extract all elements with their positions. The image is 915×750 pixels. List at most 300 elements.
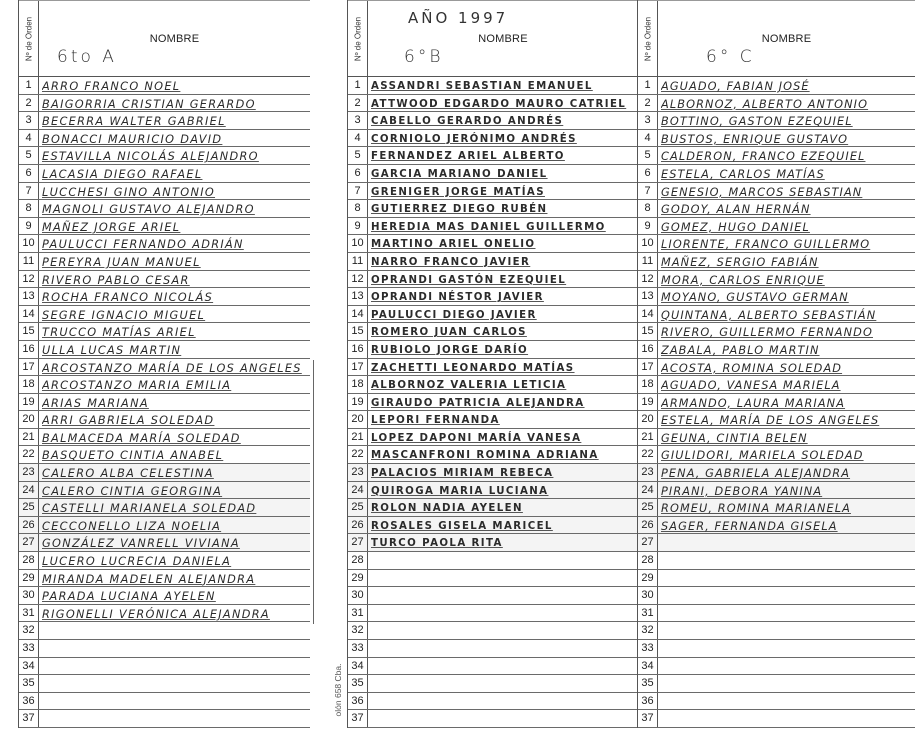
table-row	[638, 482, 915, 500]
table-header	[638, 0, 915, 77]
order-number: 5	[19, 147, 39, 164]
table-row	[19, 534, 310, 552]
table-row	[348, 429, 638, 447]
table-row	[348, 341, 638, 359]
order-number: 23	[638, 464, 658, 481]
student-name: LIORENTE, FRANCO GUILLERMO	[661, 238, 871, 252]
student-name: MORA, CARLOS ENRIQUE	[661, 273, 825, 287]
table-row	[638, 341, 915, 359]
student-name	[661, 552, 913, 569]
table-row	[19, 271, 310, 289]
student-name: PAULUCCI FERNANDO ADRIÁN	[42, 238, 244, 252]
student-name: OPRANDI GASTÓN EZEQUIEL	[371, 274, 567, 286]
student-name	[42, 640, 308, 657]
table-row	[19, 622, 310, 640]
student-name	[371, 658, 636, 675]
order-number: 26	[19, 517, 39, 534]
table-row	[348, 394, 638, 412]
student-name: RIGONELLI VERÓNICA ALEJANDRA	[42, 607, 270, 621]
table-row	[19, 605, 310, 623]
table-row	[19, 446, 310, 464]
number-column-header	[19, 1, 39, 76]
order-number: 18	[638, 376, 658, 393]
order-number: 6	[638, 165, 658, 182]
table-row	[348, 640, 638, 658]
cut-edge-marks	[308, 360, 314, 630]
order-number: 26	[348, 517, 368, 534]
order-number: 8	[19, 200, 39, 217]
table-row	[19, 147, 310, 165]
order-number: 31	[638, 605, 658, 622]
order-number: 36	[19, 693, 39, 710]
table-row	[638, 130, 915, 148]
student-name: SEGRE IGNACIO MIGUEL	[42, 308, 206, 322]
student-name: BASQUETO CINTIA ANABEL	[42, 449, 224, 463]
table-row	[19, 552, 310, 570]
table-row	[638, 165, 915, 183]
order-number: 1	[638, 77, 658, 94]
table-row	[19, 341, 310, 359]
student-name: MAGNOLI GUSTAVO ALEJANDRO	[42, 203, 255, 217]
order-number: 35	[348, 675, 368, 692]
number-column-label: Nº de Orden	[24, 16, 33, 61]
table-row	[638, 95, 915, 113]
student-name: PEREYRA JUAN MANUEL	[42, 255, 201, 269]
order-number: 30	[19, 587, 39, 604]
table-row	[638, 605, 915, 623]
table-row	[638, 306, 915, 324]
student-name: RIVERO, GUILLERMO FERNANDO	[661, 326, 873, 340]
order-number: 23	[348, 464, 368, 481]
order-number: 32	[19, 622, 39, 639]
table-row	[638, 675, 915, 693]
grade-label: 6° C	[706, 47, 755, 67]
order-number: 35	[638, 675, 658, 692]
table-row	[19, 235, 310, 253]
table-row	[19, 429, 310, 447]
table-row	[348, 587, 638, 605]
order-number: 9	[348, 218, 368, 235]
table-row	[19, 165, 310, 183]
table-row	[348, 482, 638, 500]
order-number: 13	[348, 288, 368, 305]
table-row	[348, 359, 638, 377]
order-number: 18	[348, 376, 368, 393]
table-row	[638, 429, 915, 447]
order-number: 14	[348, 306, 368, 323]
student-name: GIRAUDO PATRICIA ALEJANDRA	[371, 397, 585, 409]
student-name: MAÑEZ JORGE ARIEL	[42, 220, 181, 234]
order-number: 27	[348, 534, 368, 551]
order-number: 25	[19, 499, 39, 516]
student-name: ESTELA, CARLOS MATÍAS	[661, 167, 825, 181]
student-name: CASTELLI MARIANELA SOLEDAD	[42, 502, 257, 516]
order-number: 33	[348, 640, 368, 657]
order-number: 22	[19, 446, 39, 463]
student-name	[42, 675, 308, 692]
student-name: MAÑEZ, SERGIO FABIÁN	[661, 255, 819, 269]
table-row	[638, 552, 915, 570]
order-number: 29	[638, 570, 658, 587]
order-number: 1	[19, 77, 39, 94]
order-number: 6	[348, 165, 368, 182]
table-row	[19, 200, 310, 218]
student-name: ACOSTA, ROMINA SOLEDAD	[661, 361, 843, 375]
printer-imprint	[328, 665, 348, 715]
student-name: BONACCI MAURICIO DAVID	[42, 132, 223, 146]
order-number: 37	[19, 710, 39, 727]
order-number: 4	[348, 130, 368, 147]
order-number: 17	[348, 359, 368, 376]
order-number: 25	[348, 499, 368, 516]
order-number: 33	[638, 640, 658, 657]
table-row	[638, 517, 915, 535]
table-row	[638, 710, 915, 728]
student-name: RUBIOLO JORGE DARÍO	[371, 344, 529, 356]
table-row	[19, 218, 310, 236]
table-row	[638, 446, 915, 464]
student-name: FERNANDEZ ARIEL ALBERTO	[371, 151, 565, 163]
order-number: 36	[348, 693, 368, 710]
order-number: 12	[19, 271, 39, 288]
student-name	[371, 552, 636, 569]
order-number: 28	[638, 552, 658, 569]
table-row	[19, 517, 310, 535]
table-row	[638, 622, 915, 640]
order-number: 2	[19, 95, 39, 112]
order-number: 22	[348, 446, 368, 463]
order-number: 27	[19, 534, 39, 551]
student-name: GIULIDORI, MARIELA SOLEDAD	[661, 449, 864, 463]
table-row	[19, 253, 310, 271]
student-name: BAIGORRIA CRISTIAN GERARDO	[42, 97, 256, 111]
roster-rows	[348, 77, 638, 728]
roster-sheet-6a	[18, 0, 310, 728]
order-number: 6	[19, 165, 39, 182]
student-name: CALERO CINTIA GEORGINA	[42, 484, 223, 498]
table-row	[638, 183, 915, 201]
number-column-label: Nº de Orden	[353, 16, 362, 61]
student-name	[42, 710, 308, 727]
order-number: 19	[19, 394, 39, 411]
table-row	[348, 411, 638, 429]
table-row	[19, 587, 310, 605]
order-number: 21	[348, 429, 368, 446]
student-name	[661, 622, 913, 639]
student-name: ATTWOOD EDGARDO MAURO CATRIEL	[371, 98, 627, 110]
student-name: ALBORNOZ, ALBERTO ANTONIO	[661, 97, 869, 111]
table-row	[348, 464, 638, 482]
roster-rows	[19, 77, 310, 728]
student-name: GEUNA, CINTIA BELEN	[661, 431, 808, 445]
table-row	[19, 112, 310, 130]
table-row	[19, 710, 310, 728]
table-row	[348, 499, 638, 517]
table-row	[638, 394, 915, 412]
table-header	[19, 0, 310, 77]
table-header	[348, 0, 638, 77]
table-row	[348, 253, 638, 271]
order-number: 23	[19, 464, 39, 481]
student-name: GOMEZ, HUGO DANIEL	[661, 220, 810, 234]
student-name: ROMEU, ROMINA MARIANELA	[661, 502, 851, 516]
order-number: 19	[348, 394, 368, 411]
student-name	[661, 570, 913, 587]
table-row	[19, 482, 310, 500]
order-number: 21	[19, 429, 39, 446]
table-row	[638, 147, 915, 165]
order-number: 13	[638, 288, 658, 305]
table-row	[638, 658, 915, 676]
order-number: 7	[19, 183, 39, 200]
student-name: LEPORI FERNANDA	[371, 415, 500, 427]
table-row	[348, 552, 638, 570]
student-name: MIRANDA MADELEN ALEJANDRA	[42, 572, 256, 586]
table-row	[638, 411, 915, 429]
order-number: 5	[348, 147, 368, 164]
order-number: 11	[348, 253, 368, 270]
order-number: 17	[19, 359, 39, 376]
student-name: NARRO FRANCO JAVIER	[371, 256, 531, 268]
table-row	[348, 235, 638, 253]
student-name	[661, 658, 913, 675]
student-name	[371, 570, 636, 587]
order-number: 35	[19, 675, 39, 692]
student-name	[371, 640, 636, 657]
table-row	[348, 165, 638, 183]
student-name: CORNIOLO JERÓNIMO ANDRÉS	[371, 133, 577, 145]
order-number: 15	[638, 323, 658, 340]
student-name: HEREDIA MAS DANIEL GUILLERMO	[371, 221, 606, 233]
table-row	[348, 376, 638, 394]
table-row	[348, 622, 638, 640]
table-row	[638, 77, 915, 95]
order-number: 8	[638, 200, 658, 217]
order-number: 20	[348, 411, 368, 428]
table-row	[638, 323, 915, 341]
order-number: 12	[638, 271, 658, 288]
student-name: BUSTOS, ENRIQUE GUSTAVO	[661, 132, 849, 146]
table-row	[638, 570, 915, 588]
order-number: 10	[348, 235, 368, 252]
table-row	[19, 376, 310, 394]
order-number: 14	[19, 306, 39, 323]
table-row	[348, 288, 638, 306]
order-number: 3	[638, 112, 658, 129]
student-name: CABELLO GERARDO ANDRÉS	[371, 116, 564, 128]
table-row	[19, 658, 310, 676]
table-row	[348, 112, 638, 130]
order-number: 13	[19, 288, 39, 305]
student-name: ESTAVILLA NICOLÁS ALEJANDRO	[42, 150, 259, 164]
table-row	[348, 517, 638, 535]
name-column-header: NOMBRE	[761, 33, 812, 45]
roster-sheet-6b	[347, 0, 638, 728]
student-name: QUINTANA, ALBERTO SEBASTIÁN	[661, 308, 877, 322]
student-name: QUIROGA MARIA LUCIANA	[371, 485, 549, 497]
table-row	[19, 499, 310, 517]
student-name: ROCHA FRANCO NICOLÁS	[42, 291, 214, 305]
student-name: MOYANO, GUSTAVO GERMAN	[661, 291, 849, 305]
table-row	[348, 147, 638, 165]
student-name: AGUADO, FABIAN JOSÉ	[661, 80, 810, 93]
table-row	[348, 534, 638, 552]
imprint-text: olón 658 Cba.	[333, 663, 343, 717]
student-name: PARADA LUCIANA AYELEN	[42, 590, 216, 604]
order-number: 7	[348, 183, 368, 200]
roster-table	[347, 0, 638, 728]
student-name: ZABALA, PABLO MARTIN	[661, 343, 820, 357]
order-number: 9	[638, 218, 658, 235]
student-name	[661, 710, 913, 727]
order-number: 22	[638, 446, 658, 463]
student-name: ALBORNOZ VALERIA LETICIA	[371, 380, 567, 392]
order-number: 12	[348, 271, 368, 288]
table-row	[19, 359, 310, 377]
order-number: 24	[638, 482, 658, 499]
student-name: OPRANDI NÉSTOR JAVIER	[371, 292, 544, 304]
student-name	[371, 587, 636, 604]
student-name	[661, 534, 913, 551]
student-name	[371, 605, 636, 622]
table-row	[638, 587, 915, 605]
student-name: PIRANI, DEBORA YANINA	[661, 484, 823, 498]
order-number: 37	[348, 710, 368, 727]
order-number: 32	[348, 622, 368, 639]
student-name: ARCOSTANZO MARÍA DE LOS ANGELES	[42, 361, 302, 375]
student-name: ARCOSTANZO MARIA EMILIA	[42, 379, 232, 393]
table-row	[348, 200, 638, 218]
student-name: AGUADO, VANESA MARIELA	[661, 379, 841, 393]
order-number: 30	[638, 587, 658, 604]
student-name: ASSANDRI SEBASTIAN EMANUEL	[371, 81, 593, 92]
order-number: 9	[19, 218, 39, 235]
student-name	[371, 693, 636, 710]
number-column-header	[348, 1, 368, 76]
student-name: TRUCCO MATÍAS ARIEL	[42, 326, 196, 340]
table-row	[638, 464, 915, 482]
student-name	[661, 675, 913, 692]
student-name	[661, 640, 913, 657]
student-name: PENA, GABRIELA ALEJANDRA	[661, 467, 851, 481]
table-row	[19, 640, 310, 658]
grade-label: 6°B	[404, 47, 444, 67]
student-name: LUCCHESI GINO ANTONIO	[42, 185, 216, 199]
student-name: ROSALES GISELA MARICEL	[371, 520, 553, 532]
order-number: 24	[19, 482, 39, 499]
order-number: 16	[19, 341, 39, 358]
order-number: 34	[19, 658, 39, 675]
table-row	[19, 323, 310, 341]
student-name: BOTTINO, GASTON EZEQUIEL	[661, 115, 853, 129]
student-name	[42, 622, 308, 639]
table-row	[19, 464, 310, 482]
student-name: GUTIERREZ DIEGO RUBÉN	[371, 204, 548, 216]
table-row	[19, 306, 310, 324]
table-row	[348, 183, 638, 201]
order-number: 10	[638, 235, 658, 252]
student-name: ROMERO JUAN CARLOS	[371, 327, 527, 339]
student-name: ZACHETTI LEONARDO MATÍAS	[371, 362, 575, 374]
order-number: 29	[348, 570, 368, 587]
table-row	[19, 693, 310, 711]
student-name: GODOY, ALAN HERNÁN	[661, 203, 811, 217]
order-number: 25	[638, 499, 658, 516]
order-number: 17	[638, 359, 658, 376]
student-name	[661, 605, 913, 622]
table-row	[348, 675, 638, 693]
order-number: 21	[638, 429, 658, 446]
table-row	[348, 218, 638, 236]
student-name: PALACIOS MIRIAM REBECA	[371, 468, 554, 480]
table-row	[638, 534, 915, 552]
order-number: 24	[348, 482, 368, 499]
table-row	[638, 218, 915, 236]
table-row	[348, 570, 638, 588]
student-name: ARRI GABRIELA SOLEDAD	[42, 414, 215, 428]
order-number: 7	[638, 183, 658, 200]
year-label: AÑO 1997	[408, 9, 509, 27]
student-name: ULLA LUCAS MARTIN	[42, 343, 182, 357]
student-name: MASCANFRONI ROMINA ADRIANA	[371, 450, 599, 462]
roster-rows	[638, 77, 915, 728]
student-name: RIVERO PABLO CESAR	[42, 273, 190, 287]
order-number: 36	[638, 693, 658, 710]
student-name: ARMANDO, LAURA MARIANA	[661, 396, 846, 410]
order-number: 32	[638, 622, 658, 639]
order-number: 29	[19, 570, 39, 587]
table-row	[19, 288, 310, 306]
student-name	[371, 675, 636, 692]
student-name: ARRO FRANCO NOEL	[42, 80, 181, 93]
order-number: 26	[638, 517, 658, 534]
order-number: 34	[348, 658, 368, 675]
roster-table	[18, 0, 310, 728]
name-column-header: NOMBRE	[149, 33, 200, 45]
order-number: 15	[19, 323, 39, 340]
order-number: 4	[19, 130, 39, 147]
table-row	[638, 235, 915, 253]
name-column-header: NOMBRE	[478, 33, 528, 45]
table-row	[348, 271, 638, 289]
table-row	[638, 376, 915, 394]
student-name: ROLON NADIA AYELEN	[371, 503, 523, 515]
student-name: LOPEZ DAPONI MARÍA VANESA	[371, 432, 582, 444]
student-name: ESTELA, MARÍA DE LOS ANGELES	[661, 414, 880, 428]
table-row	[348, 95, 638, 113]
order-number: 16	[348, 341, 368, 358]
student-name: PAULUCCI DIEGO JAVIER	[371, 309, 537, 321]
table-row	[638, 271, 915, 289]
student-name: BECERRA WALTER GABRIEL	[42, 115, 226, 129]
student-name	[371, 622, 636, 639]
table-row	[19, 95, 310, 113]
student-name: CALDERON, FRANCO EZEQUIEL	[661, 150, 866, 164]
order-number: 31	[348, 605, 368, 622]
student-name: TURCO PAOLA RITA	[371, 538, 503, 550]
student-name: GRENIGER JORGE MATÍAS	[371, 186, 545, 198]
order-number: 8	[348, 200, 368, 217]
grade-label: 6to A	[57, 47, 117, 67]
order-number: 5	[638, 147, 658, 164]
table-row	[638, 288, 915, 306]
order-number: 15	[348, 323, 368, 340]
order-number: 2	[348, 95, 368, 112]
table-row	[19, 183, 310, 201]
order-number: 33	[19, 640, 39, 657]
student-name	[371, 710, 636, 727]
table-row	[348, 306, 638, 324]
